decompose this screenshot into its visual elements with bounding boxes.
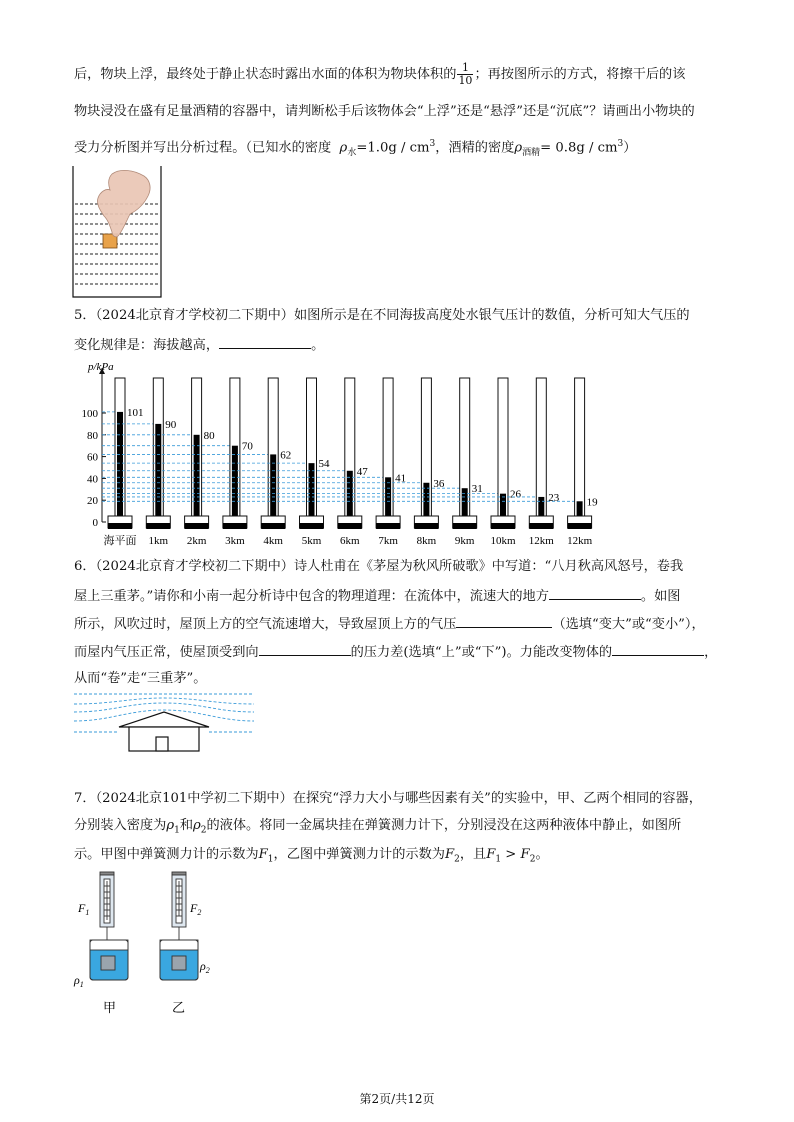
- mercury-dish-fill: [223, 523, 247, 529]
- category-label: 7km: [378, 535, 398, 547]
- category-label: 2km: [186, 535, 207, 547]
- category-label: 10km: [490, 535, 516, 547]
- q4-line1: 后，物块上浮，最终处于静止状态时露出水面的体积为物块体积的 $\frac{1}{10}$ ；再按图所示的方式，将擦干后的该: [74, 61, 686, 87]
- y-tick-label: 40: [87, 473, 98, 486]
- mercury-dish-fill: [453, 523, 477, 529]
- spring-scale-figure: [72, 872, 242, 1018]
- beaker-yi: [160, 940, 198, 980]
- mercury-dish-fill: [529, 523, 553, 529]
- data-label: 19: [586, 496, 598, 509]
- q4-line2: 物块浸没在盛有足量酒精的容器中，请判断松手后该物体会“上浮”还是“悬浮”还是“沉底”？请画出小物块的: [74, 104, 695, 119]
- y-tick-label: 80: [87, 429, 98, 442]
- house-wind-figure: [74, 692, 264, 752]
- mercury-column: [232, 446, 238, 522]
- f2-label: $F_2$: [190, 901, 202, 917]
- q6-line1: 6．（2024北京育才学校初二下期中）诗人杜甫在《茅屋为秋风所破歌》中写道：“八月秋高风怒号，卷我: [74, 559, 684, 574]
- q4-line3: 受力分析图并写出分析过程。（已知水的密度 $\rho_水=1.0g / cm^3$，酒精的密度$\rho_{酒精}= 0.8g / cm^3$）: [74, 139, 637, 159]
- q5-line2: 变化规律是：海拔越高， 。: [74, 334, 324, 356]
- data-label: 62: [280, 449, 292, 462]
- category-label: 6km: [340, 535, 360, 547]
- answer-blank: [219, 334, 311, 349]
- mercury-dish-fill: [338, 523, 362, 529]
- f1-label: $F_1$: [78, 901, 90, 917]
- category-label: 12km: [567, 535, 593, 547]
- data-label: 54: [318, 458, 330, 471]
- category-label: 8km: [416, 535, 437, 547]
- q6-line3: 所示，风吹过时，屋顶上方的空气流速增大，导致屋顶上方的气压 （选填“变大”或“变小”），: [74, 613, 705, 635]
- fraction: $\frac{1}{10}$: [458, 61, 473, 87]
- mercury-dish-fill: [376, 523, 400, 529]
- q6-line5: 从而“卷”走“三重茅”。: [74, 671, 207, 686]
- q4-figure: [72, 166, 168, 300]
- q7-line3: 示。甲图中弹簧测力计的示数为$F_1$，乙图中弹簧测力计的示数为$F_2$，且$F_1 > F_2$。: [74, 847, 549, 865]
- hand-icon: [97, 170, 150, 236]
- data-label: 41: [395, 472, 407, 485]
- data-label: 23: [548, 491, 560, 504]
- y-tick-label: 20: [87, 495, 98, 508]
- data-label: 26: [510, 488, 521, 501]
- label-yi: 乙: [172, 1001, 186, 1016]
- q7-line1: 7．（2024北京101中学初二下期中）在探究“浮力大小与哪些因素有关”的实验中，甲、乙两个相同的容器，: [74, 791, 702, 806]
- data-label: 80: [203, 429, 215, 442]
- mercury-dish-fill: [108, 523, 132, 529]
- y-axis-label: p/kPa: [88, 361, 114, 373]
- data-label: 47: [356, 465, 368, 478]
- data-label: 90: [165, 418, 177, 431]
- mercury-dish-fill: [261, 523, 285, 529]
- mercury-dish-fill: [300, 523, 324, 529]
- category-label: 9km: [454, 535, 475, 547]
- category-label: 海平面: [103, 535, 137, 547]
- tube: [575, 378, 585, 522]
- mercury-column: [309, 463, 315, 522]
- data-label: 31: [471, 483, 483, 496]
- data-label: 70: [241, 440, 253, 453]
- mercury-dish-fill: [146, 523, 170, 529]
- answer-blank: [259, 641, 351, 656]
- answer-blank: [456, 613, 552, 628]
- mercury-column: [194, 435, 200, 522]
- q6-line4: 而屋内气压正常，使屋顶受到向 的压力差(选填“上”或“下”)。力能改变物体的 ，: [74, 641, 717, 663]
- category-label: 5km: [301, 535, 322, 547]
- mercury-column: [385, 477, 391, 522]
- barometer-chart: [80, 356, 610, 552]
- mercury-dish-fill: [185, 523, 209, 529]
- data-label: 101: [127, 406, 144, 419]
- mercury-column: [347, 471, 353, 522]
- rho2-label: $\rho_2$: [200, 959, 210, 975]
- q7-line2: 分别装入密度为$\rho_1$和$\rho_2$的液体。将同一金属块挂在弹簧测力计下，分别浸没在这两种液体中静止，如图所: [74, 818, 682, 836]
- label-jia: 甲: [103, 1001, 117, 1016]
- rho1-label: $\rho_1$: [74, 973, 84, 989]
- q6-line2: 屋上三重茅。”请你和小南一起分析诗中包含的物理道理：在流体中，流速大的地方 。如图: [74, 585, 680, 607]
- house-icon: [119, 712, 209, 751]
- y-tick-label: 0: [92, 517, 98, 529]
- category-label: 4km: [263, 535, 283, 547]
- data-label: 36: [433, 477, 445, 490]
- mercury-dish-fill: [568, 523, 592, 529]
- beaker-jia: [90, 940, 128, 980]
- category-label: 3km: [225, 535, 245, 547]
- mercury-dish-fill: [414, 523, 438, 529]
- y-tick-label: 60: [87, 451, 98, 464]
- page-footer: 第2页/共12页: [359, 1092, 435, 1106]
- q5-line1: 5．（2024北京育才学校初二下期中）如图所示是在不同海拔高度处水银气压计的数值，分析可知大气压的: [74, 308, 690, 323]
- category-label: 12km: [528, 535, 554, 547]
- mercury-dish-fill: [491, 523, 515, 529]
- mercury-column: [117, 412, 123, 522]
- answer-blank: [612, 641, 704, 656]
- answer-blank: [549, 585, 641, 600]
- y-tick-label: 100: [81, 408, 98, 420]
- mercury-column: [155, 424, 161, 522]
- category-label: 1km: [148, 535, 169, 547]
